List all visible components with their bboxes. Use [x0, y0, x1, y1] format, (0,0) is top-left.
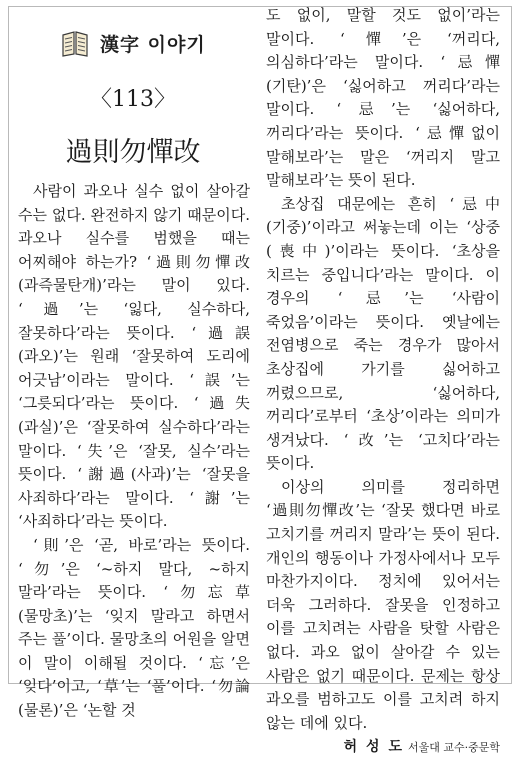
paragraph: 도 없이, 말할 것도 없이’라는 말이다. ‘憚’은 ‘꺼리다, 의심하다’라는 말이다. ‘忌憚(기탄)’은 ‘싫어하고 꺼리다’라는 말이다. ‘忌’는 ‘싫어하다, 꺼리다’라는 뜻이다. ‘忌憚없이 말해보라’는 말은 ‘꺼리지 말고 말해보라’는 뜻이 된다.: [266, 6, 500, 190]
byline: [266, 735, 500, 760]
author-name: 허 성 도: [343, 739, 404, 756]
paragraph: ‘則’은 ‘곧, 바로’라는 뜻이다. ‘勿’은 ‘~하지 말다, ~하지 말라’라는 뜻이다. ‘勿忘草(물망초)’는 ‘잊지 말라고 하면서 주는 풀’이다. 물망초의 어원을 알면 이 말이 이해될 것이다. ‘忘’은 ‘잊다’이고, ‘草’는 ‘풀’이다. ‘勿論(물론)’은 ‘논할 것: [18, 535, 250, 720]
right-column: [266, 4, 500, 760]
open-book-icon: [60, 29, 90, 57]
paragraph: 이상의 의미를 정리하면 ‘過則勿憚改’는 ‘잘못 했다면 바로 고치기를 꺼리지 말라’는 뜻이 된다. 개인의 행동이나 가정사에서나 모두 마찬가지이다. 정치에 있어서는 더욱 그러하다. 잘못을 인정하고 이를 고치려는 사람을 탓할 사람은 없다. 과오 없이 살아갈 수 있는 사람은 없기 때문이다. 문제는 항상 과오를 범하고도 이를 고치려 하지 않는 데에 있다.: [266, 477, 500, 732]
issue-number: 〈113〉: [90, 87, 176, 112]
author-affiliation: 서울대 교수·중문학: [407, 741, 500, 755]
headline: 過則勿憚改: [65, 137, 201, 168]
left-column: [18, 180, 250, 723]
column-header: [60, 26, 206, 60]
paragraph: 초상집 대문에는 흔히 ‘忌中(기중)’이라고 써놓는데 이는 ‘상중(喪中)’이라는 뜻이다. ‘초상을 치르는 중입니다’라는 말이다. 이 경우의 ‘忌’는 ‘사람이 죽었음’이라는 뜻이다. 옛날에는 전염병으로 죽는 경우가 많아서 초상집에 가기를 싫어하고 꺼렸으므로, ‘싫어하다, 꺼리다’로부터 ‘초상’이라는 의미가 생겨났다. ‘改’는 ‘고치다’라는 뜻이다.: [266, 194, 500, 473]
paragraph: 사람이 과오나 실수 없이 살아갈 수는 없다. 완전하지 않기 때문이다. 과오나 실수를 범했을 때는 어찌해야 하는가? ‘過則勿憚改(과즉물탄개)’라는 말이 있다. ‘過’는 ‘잃다, 실수하다, 잘못하다’라는 뜻이다. ‘過誤(과오)’는 원래 ‘잘못하여 도리에 어긋남’이라는 말이다. ‘誤’는 ‘그릇되다’라는 뜻이다. ‘過失(과실)’은 ‘잘못하여 실수하다’라는 말이다. ‘失’은 ‘잘못, 실수’라는 뜻이다. ‘謝過(사과)’는 ‘잘못을 사죄하다’라는 말이다. ‘謝’는 ‘사죄하다’라는 뜻이다.: [18, 182, 250, 531]
column-title: 漢字 이야기: [100, 33, 206, 56]
